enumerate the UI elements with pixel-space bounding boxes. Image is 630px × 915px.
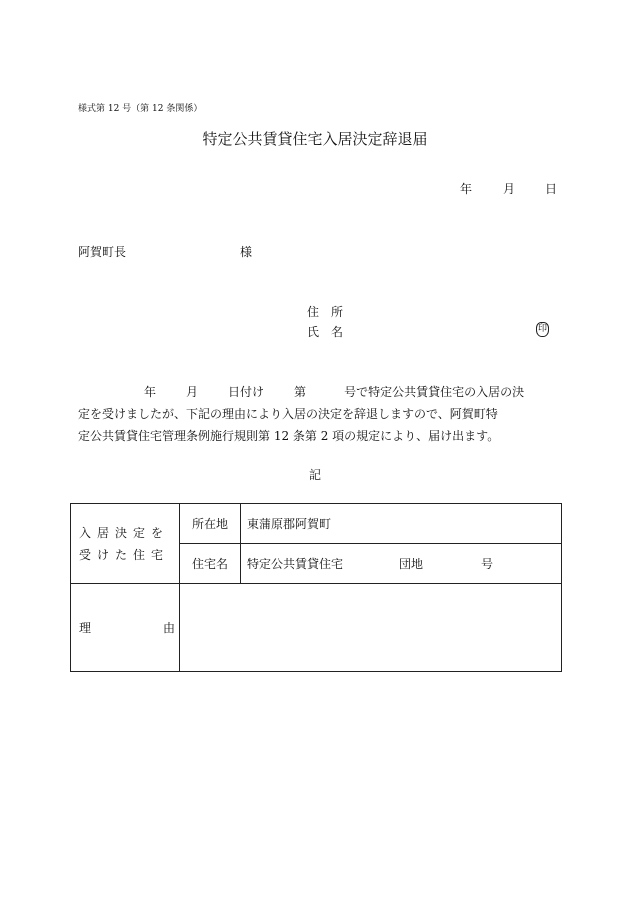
- table-row-location: [71, 504, 562, 544]
- seal-icon: 印: [536, 322, 549, 337]
- date-day-label: 日: [545, 182, 558, 196]
- ki-heading: 記: [308, 468, 321, 482]
- body-line-1-text: 号で特定公共賃貸住宅の入居の決: [344, 385, 525, 399]
- housing-info-table: [70, 503, 562, 672]
- addressee-honorific: 様: [240, 245, 253, 259]
- declaration-line-1: [78, 381, 558, 403]
- housing-value: 特定公共賃貸住宅: [247, 557, 344, 571]
- danchi-label: 団地: [399, 557, 424, 571]
- declaration-line-3: 定公共賃貸住宅管理条例施行規則第 12 条第 2 項の規定により、届け出ます。: [78, 429, 500, 443]
- group-label-line-1: 入居決定を: [79, 525, 170, 540]
- body-month-label: 月: [186, 385, 199, 399]
- applicant-address-label: 住 所: [307, 305, 344, 319]
- applicant-name-label: 氏 名: [307, 325, 344, 339]
- body-number-label: 第: [294, 385, 307, 399]
- table-row-reason: [71, 584, 562, 672]
- gou-label: 号: [481, 557, 494, 571]
- form-number: 様式第 12 号（第 12 条関係）: [78, 104, 203, 114]
- group-label-cell: [71, 504, 180, 584]
- reason-value[interactable]: [180, 584, 562, 672]
- reason-label-2: 由: [162, 621, 175, 635]
- document-title: 特定公共賃貸住宅入居決定辞退届: [202, 130, 428, 148]
- housing-label: 住宅名: [180, 544, 241, 584]
- group-label-line-2: 受けた住宅: [79, 547, 170, 562]
- date-year-label: 年: [460, 182, 473, 196]
- addressee-name: 阿賀町長: [78, 245, 127, 259]
- housing-value-cell: [241, 544, 562, 584]
- reason-label-1: 理: [79, 621, 92, 635]
- body-date-label: 日付け: [228, 385, 265, 399]
- body-year-label: 年: [144, 385, 157, 399]
- declaration-text: [78, 381, 558, 447]
- date-month-label: 月: [503, 182, 516, 196]
- location-value: 東蒲原郡阿賀町: [241, 504, 562, 544]
- declaration-line-2: 定を受けましたが、下記の理由により入居の決定を辞退しますので、阿賀町特: [78, 407, 498, 421]
- location-label: 所在地: [180, 504, 241, 544]
- reason-label-cell: [71, 584, 180, 672]
